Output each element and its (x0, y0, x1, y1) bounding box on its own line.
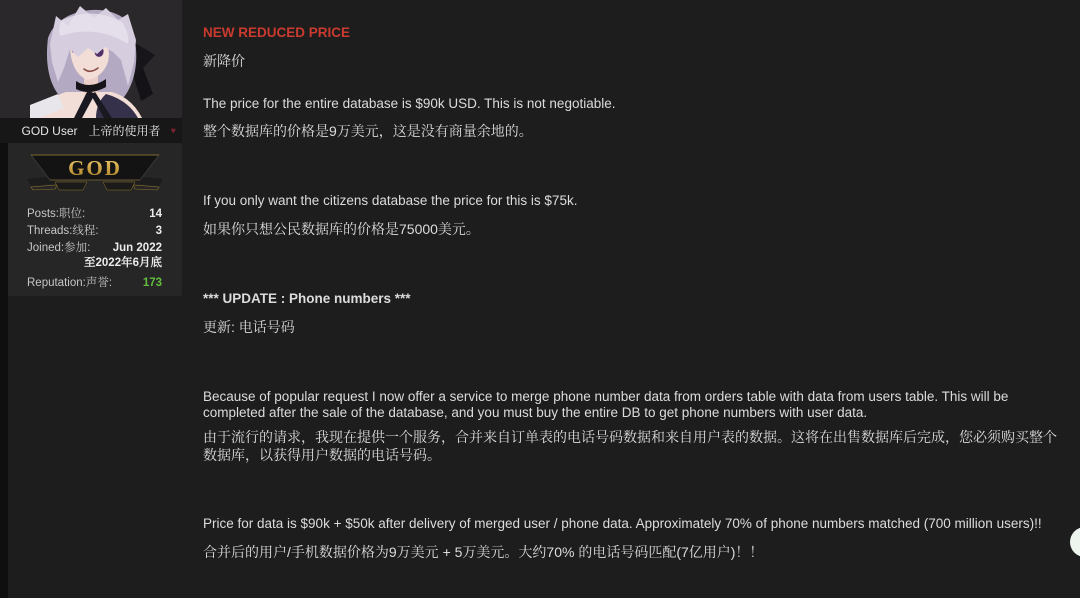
stat-posts (27, 206, 162, 223)
stat-posts-value: 14 (149, 208, 162, 220)
username-cn[interactable]: 上帝的使用者 (88, 124, 161, 138)
price-line-cn: 整个数据库的价格是9万美元，这是没有商量余地的。 (203, 123, 533, 139)
user-avatar[interactable] (0, 0, 182, 118)
user-stats-panel (8, 143, 182, 296)
merge-service-en: Because of popular request I now offer a service to merge phone number data from orders table with data from users table. This will be completed after the sale of the database, and you must buy the entire DB to get phone numbers with user data. (203, 389, 1009, 420)
stat-reputation (27, 275, 162, 292)
stat-joined-label: Joined:参加: (27, 242, 91, 254)
god-badge-text: GOD (68, 156, 122, 180)
god-badge-graphic (25, 149, 165, 195)
price-line-en: The price for the entire database is $90k USD. This is not negotiable. (203, 96, 616, 111)
post-title-cn: 新降价 (203, 53, 245, 69)
citizens-price-en: If you only want the citizens database the price for this is $75k. (203, 193, 578, 208)
god-badge (25, 149, 165, 195)
left-edge-strip (0, 118, 8, 598)
username-row[interactable] (0, 118, 182, 143)
final-price-en: Price for data is $90k + $50k after delivery of merged user / phone data. Approximately 70% of phone numbers matched (700 million users)!! (203, 516, 1042, 531)
stat-posts-label: Posts:职位: (27, 208, 86, 220)
post-content (203, 0, 1062, 561)
floating-action-button[interactable] (1070, 527, 1080, 557)
stat-threads (27, 223, 162, 240)
stat-joined-value: Jun 2022 (112, 242, 162, 254)
stats-list (8, 195, 182, 292)
stat-threads-label: Threads:线程: (27, 225, 99, 237)
stat-threads-value: 3 (155, 225, 162, 237)
stat-joined (27, 240, 162, 257)
post-title: NEW REDUCED PRICE (203, 25, 351, 40)
stat-reputation-label: Reputation:声誉: (27, 277, 113, 289)
stat-joined-value-cn: 至2022年6月底 (84, 257, 162, 269)
final-price-cn: 合并后的用户/手机数据价格为9万美元 + 5万美元。大约70% 的电话号码匹配(7亿用户)！！ (203, 544, 764, 560)
merge-service-cn: 由于流行的请求，我现在提供一个服务，合并来自订单表的电话号码数据和来自用户表的数据。这将在出售数据库后完成，您必须购买整个数据库，以获得用户数据的电话号码。 (203, 429, 1057, 463)
avatar-image (0, 0, 182, 118)
username[interactable]: GOD User (21, 123, 78, 138)
stat-reputation-value: 173 (142, 277, 162, 289)
citizens-price-cn: 如果你只想公民数据库的价格是75000美元。 (203, 221, 480, 237)
update-heading: *** UPDATE : Phone numbers *** (203, 291, 411, 306)
heart-icon: ♥ (170, 125, 176, 135)
update-heading-cn: 更新: 电话号码 (203, 319, 295, 335)
